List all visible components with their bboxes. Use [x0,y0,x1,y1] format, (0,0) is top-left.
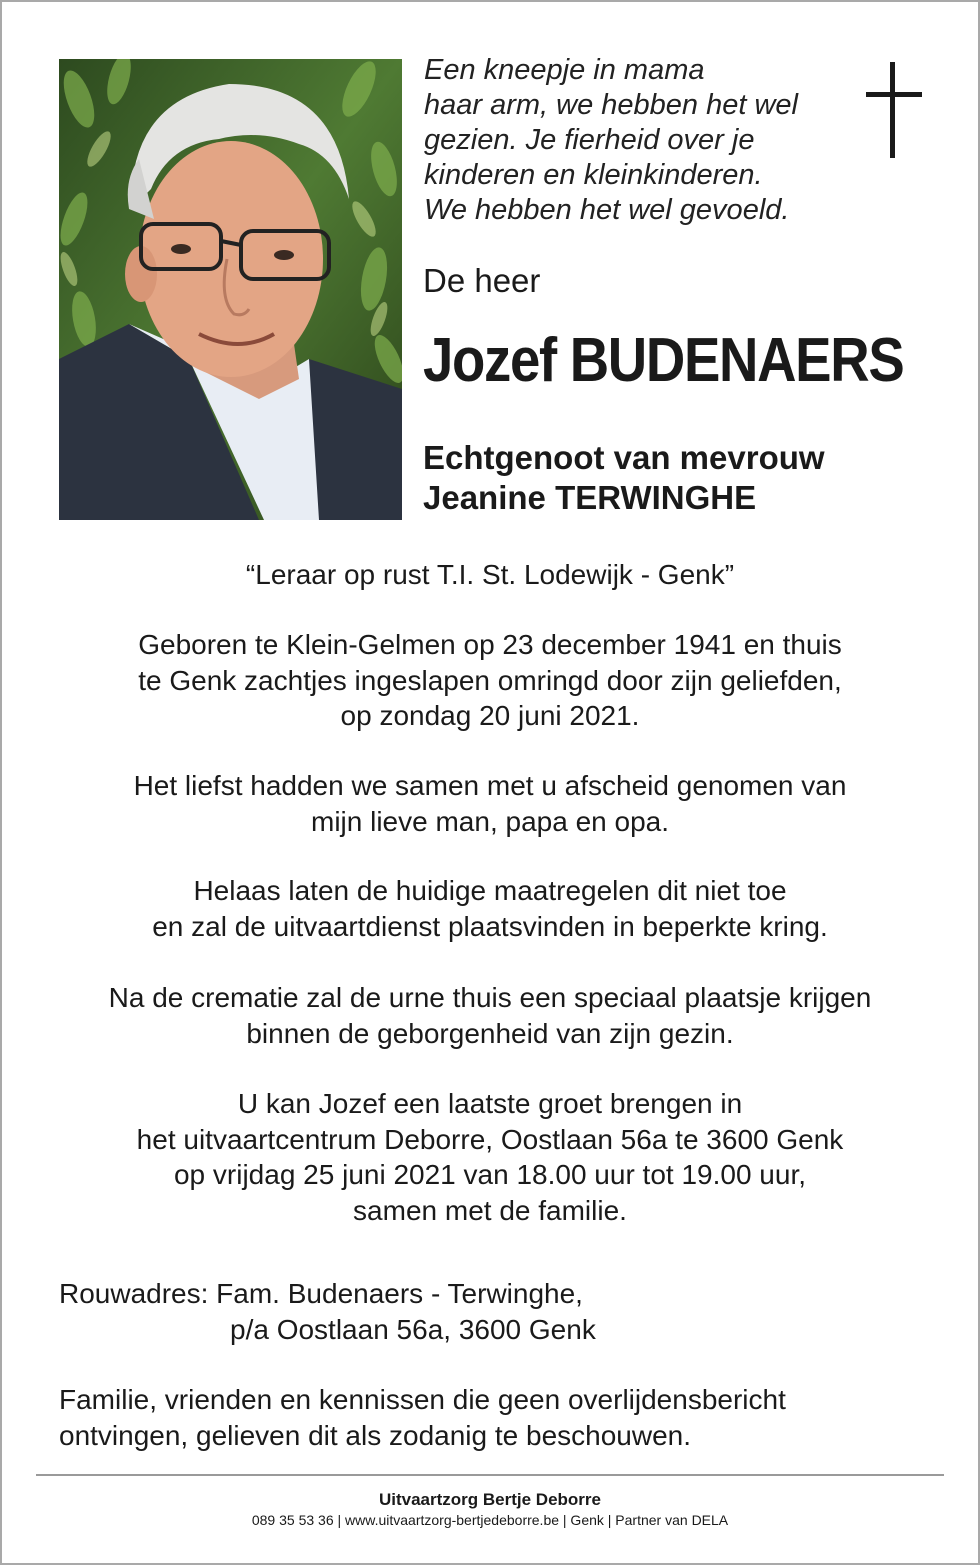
visitation-line: samen met de familie. [353,1194,627,1226]
profession [0,557,980,593]
cremation-line: binnen de geborgenheid van zijn gezin. [246,1017,734,1049]
poem-line: kinderen en kleinkinderen. [424,159,763,191]
spouse-line: Echtgenoot van mevrouw [423,439,825,476]
spouse-line: Jeanine TERWINGHE [423,479,757,516]
notice-line: ontvingen, gelieven dit als zodanig te beschouwen. [59,1419,691,1451]
funeral-home-name: Uitvaartzorg Bertje Deborre [378,1490,601,1509]
notice-line: Familie, vrienden en kennissen die geen overlijdensbericht [59,1384,786,1415]
birth-line: op zondag 20 juni 2021. [340,700,640,731]
visitation-line: het uitvaartcentrum Deborre, Oostlaan 56a te 3600 Genk [136,1123,844,1155]
memorial-poem [424,53,854,228]
farewell-line: Het liefst hadden we samen met u afscheid genomen van [133,770,847,801]
visitation-line: op vrijdag 25 juni 2021 van 18.00 uur tot 19.00 uur, [173,1159,807,1190]
visitation-paragraph [0,1086,980,1228]
birth-paragraph [0,627,980,734]
farewell-line: mijn lieve man, papa en opa. [311,805,669,837]
poem-line: gezien. Je fierheid over je [424,124,755,156]
poem-line: Een kneepje in mama [424,54,705,86]
notice-paragraph [59,1382,959,1453]
measures-line: Helaas laten de huidige maatregelen dit niet toe [193,875,787,906]
cremation-line: Na de crematie zal de urne thuis een speciaal plaatsje krijgen [108,982,872,1013]
measures-paragraph [0,873,980,944]
measures-line: en zal de uitvaartdienst plaatsvinden in beperkte kring. [152,910,828,942]
cross-icon [866,62,922,158]
address-line: Rouwadres: Fam. Budenaers - Terwinghe, [59,1278,583,1309]
profession-line: “Leraar op rust T.I. St. Lodewijk - Genk” [245,559,735,590]
farewell-paragraph [0,768,980,839]
deceased-name: Jozef BUDENAERS [423,326,904,395]
footer-divider [36,1474,944,1476]
poem-line: haar arm, we hebben het wel [424,89,798,121]
birth-line: te Genk zachtjes ingeslapen omringd door zijn geliefden, [138,664,842,696]
portrait-photo [59,59,402,520]
visitation-line: U kan Jozef een laatste groet brengen in [237,1088,743,1119]
funeral-home-contact: 089 35 53 36 | www.uitvaartzorg-bertjedeborre.be | Genk | Partner van DELA [251,1512,729,1528]
birth-line: Geboren te Klein-Gelmen op 23 december 1941 en thuis [138,629,842,660]
address-line: p/a Oostlaan 56a, 3600 Genk [230,1313,596,1345]
salutation: De heer [423,262,541,299]
mourning-address [59,1276,959,1347]
cremation-paragraph [0,980,980,1051]
poem-line: We hebben het wel gevoeld. [424,194,790,226]
spouse-info [423,438,825,518]
